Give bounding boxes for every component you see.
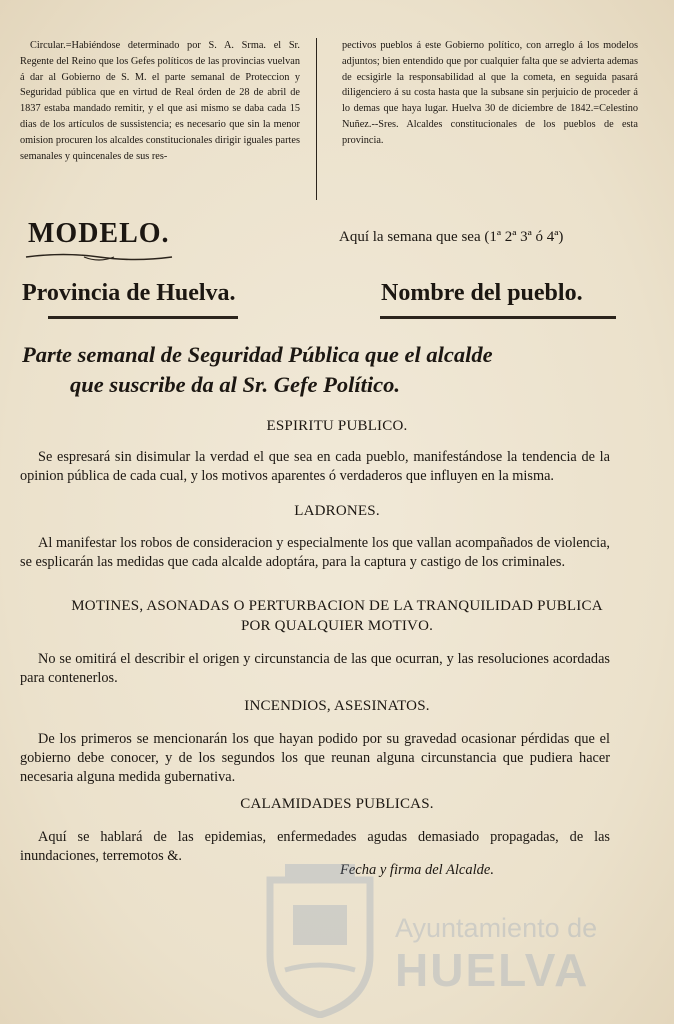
- coat-of-arms-icon: [255, 860, 385, 1018]
- section-body-espiritu: Se espresará sin disimular la verdad el que sea en cada pueblo, manifestándose la tendencia de la opinion pública de cada cual, y los motivos aparentes ó verdaderos que influyen en la misma.: [20, 449, 610, 484]
- title-line-2: que suscribe da al Sr. Gefe Político.: [70, 372, 400, 397]
- section-heading-motines: MOTINES, ASONADAS O PERTURBACION DE LA TRANQUILIDAD PUBLICA: [71, 598, 603, 614]
- pueblo-heading: Nombre del pueblo.: [381, 280, 583, 306]
- watermark-line-2: HUELVA: [395, 944, 590, 996]
- modelo-heading: MODELO.: [28, 218, 170, 249]
- section-heading-incendios: INCENDIOS, ASESINATOS.: [244, 698, 430, 714]
- title-line-1: Parte semanal de Seguridad Pública que el alcalde: [22, 342, 493, 367]
- section-heading-motines-line-2: POR QUALQUIER MOTIVO.: [240, 618, 434, 634]
- provincia-rule: [48, 316, 238, 319]
- column-divider: [316, 38, 317, 200]
- document-title: [22, 340, 652, 400]
- section-heading-espiritu: ESPIRITU PUBLICO.: [266, 418, 408, 434]
- circular-left-column: Circular.=Habiéndose determinado por S. A. Srma. el Sr. Regente del Reino que los Gefes políticos de las provincias vuelvan á dar al Gobierno de S. M. el parte semanal de Proteccion y Seguridad pública que en virtud de Real órden de 28 de abril de 1837 estaba mandado remitir, y el que asi mismo se daba cada 15 dias de los artículos de sussistencia; es necesario que sin la menor omision procuren los alcaldes constitucionales dirigir iguales partes semanales y quincenales de sus res-: [20, 40, 300, 162]
- section-body-incendios: De los primeros se mencionarán los que hayan podido por su gravedad ocasionar pérdidas que el gobierno debe conocer, y de los segundos los que reunan alguna circunstancia que pudiera hacer necesaria alguna medida gubernativa.: [20, 731, 610, 785]
- provincia-heading: Provincia de Huelva.: [22, 280, 236, 306]
- watermark-line-1: Ayuntamiento de: [395, 913, 598, 943]
- pueblo-rule: [380, 316, 616, 319]
- circular-block: [20, 38, 660, 198]
- archive-watermark: [255, 860, 615, 1020]
- section-body-ladrones: Al manifestar los robos de consideracion y especialmente los que vallan acompañados de violencia, se esplicarán las medidas que cada alcalde adoptára, para la captura y castigo de los criminales.: [20, 535, 610, 570]
- semana-placeholder: Aquí la semana que sea (1ª 2ª 3ª ó 4ª): [339, 229, 564, 245]
- fecha-firma-line: Fecha y firma del Alcalde.: [340, 862, 494, 878]
- section-body-motines: No se omitirá el describir el origen y circunstancia de las que ocurran, y las resoluciones acordadas para contenerlos.: [20, 651, 610, 686]
- modelo-flourish-ornament: [24, 250, 174, 264]
- circular-right-column: pectivos pueblos á este Gobierno político, con arreglo á los modelos adjuntos; bien entendido que por cualquier falta que se advierta ademas de ecsigirle la responsabilidad al que la cometa, en seguida pasará diligenciero á su costa hasta que la subsane sin perjuicio de proceder á lo demas que haya lugar. Huelva 30 de diciembre de 1842.=Celestino Nuñez.--Sres. Alcaldes constitucionales de los pueblos de esta provincia.: [342, 40, 638, 146]
- section-heading-ladrones: LADRONES.: [294, 503, 380, 519]
- section-body-calamidades: Aquí se hablará de las epidemias, enfermedades agudas demasiado propagadas, de las inundaciones, terremotos &.: [20, 829, 610, 864]
- section-heading-calamidades: CALAMIDADES PUBLICAS.: [240, 796, 434, 812]
